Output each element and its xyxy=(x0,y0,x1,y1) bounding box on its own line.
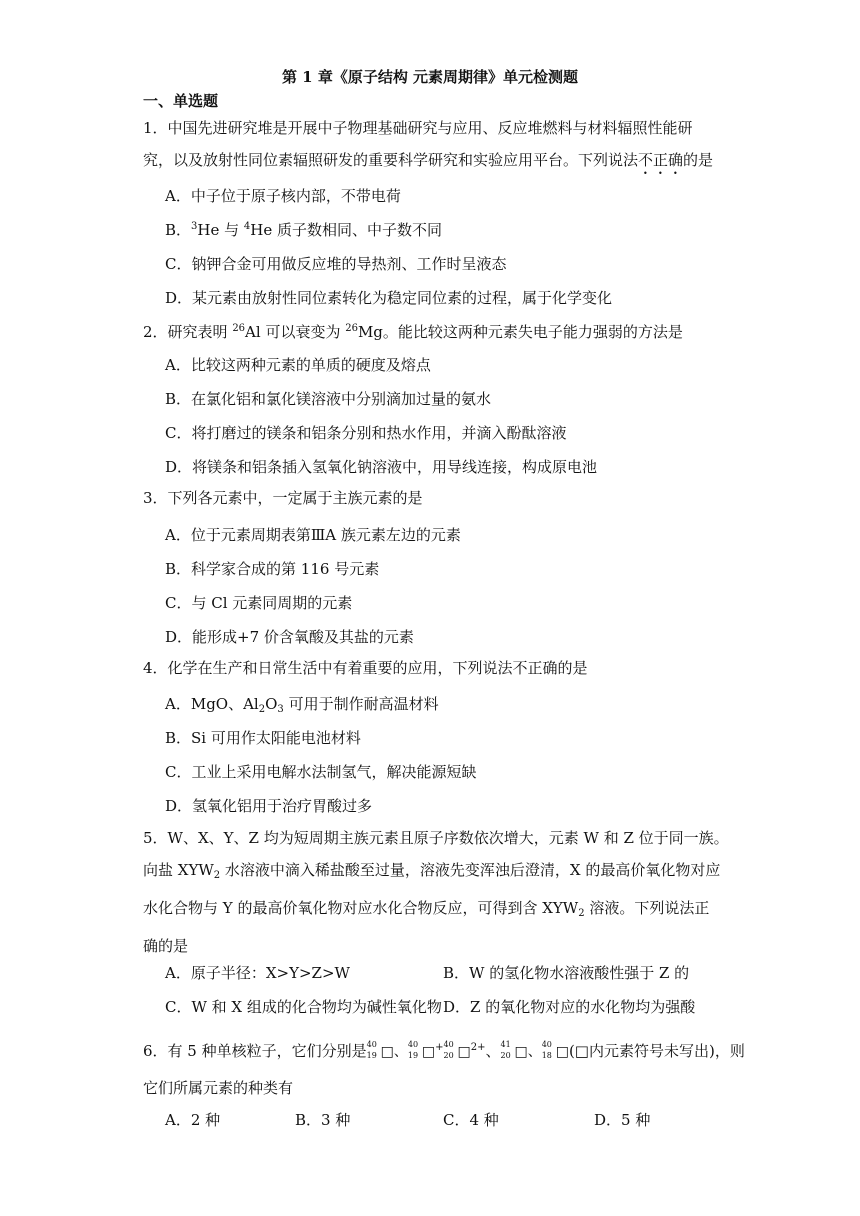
question-4-option-c: C．工业上采用电解水法制氢气，解决能源短缺 xyxy=(165,763,477,781)
question-1-text: 1．中国先进研究堆是开展中子物理基础研究与应用、反应堆燃料与材料辐照性能研究，以及放射性同位素辐照研发的重要科学研究和实验应用平台。下列说法 xyxy=(143,119,693,169)
question-5-line-1: 5．W、X、Y、Z 均为短周期主族元素且原子序数依次增大，元素 W 和 Z 位于同一族。 xyxy=(143,829,729,847)
question-6: 6．有 5 种单核粒子，它们分别是 40 19 □、 40 19 □+ 40 20 □$^{2+}$、 41 20 □、 40 18 □(□内元素符号未写出)，则 xyxy=(143,1040,745,1060)
question-5-option-c: C．W 和 X 组成的化合物均为碱性氧化物 xyxy=(165,998,442,1016)
nuclide-5: 40 18 xyxy=(541,1040,552,1060)
question-2-option-a: A．比较这两种元素的单质的硬度及熔点 xyxy=(165,356,431,374)
question-1-emphasis: 不正确 xyxy=(638,151,684,169)
question-5-line-4: 确的是 xyxy=(143,937,189,955)
page-title: 第 1 章《原子结构 元素周期律》单元检测题 xyxy=(281,68,579,86)
nuclide-4: 41 20 xyxy=(500,1040,511,1060)
question-4-option-a: A．MgO、$Al_2O_3$ 可用于制作耐高温材料 xyxy=(165,695,439,715)
question-4-option-d: D．氢氧化铝用于治疗胃酸过多 xyxy=(165,797,373,815)
question-6-option-c: C．4 种 xyxy=(443,1111,499,1129)
question-5-line-2: 向盐 $XYW_2$ 水溶液中滴入稀盐酸至过量，溶液先变浑浊后澄清，X 的最高价氧化物对应 xyxy=(143,861,721,881)
nuclide-3: 40 20 xyxy=(443,1040,454,1060)
nuclide-2: 40 19 xyxy=(407,1040,419,1060)
question-5 xyxy=(143,822,743,962)
question-5-option-a: A．原子半径：X>Y>Z>W xyxy=(165,964,350,982)
question-6-line-2: 它们所属元素的种类有 xyxy=(143,1079,294,1097)
question-3-option-a: A．位于元素周期表第ⅢA 族元素左边的元素 xyxy=(165,526,461,544)
section-heading: 一、单选题 xyxy=(143,92,219,110)
question-1 xyxy=(143,112,718,178)
question-5-option-d: D．Z 的氧化物对应的水化物均为强酸 xyxy=(443,998,696,1016)
question-2-option-b: B．在氯化铝和氯化镁溶液中分别滴加过量的氨水 xyxy=(165,390,492,408)
question-2: 2．研究表明 $^{26}$Al 可以衰变为 $^{26}$Mg。能比较这两种元素失电子能力强弱的方法是 xyxy=(143,323,683,341)
question-6-option-a: A．2 种 xyxy=(165,1111,221,1129)
question-4-option-b: B．Si 可用作太阳能电池材料 xyxy=(165,729,361,747)
question-1-option-a: A．中子位于原子核内部，不带电荷 xyxy=(165,187,401,205)
question-2-option-d: D．将镁条和铝条插入氢氧化钠溶液中，用导线连接，构成原电池 xyxy=(165,458,598,476)
question-3: 3．下列各元素中，一定属于主族元素的是 xyxy=(143,489,423,507)
question-1-option-c: C．钠钾合金可用做反应堆的导热剂、工作时呈液态 xyxy=(165,255,507,273)
question-3-option-b: B．科学家合成的第 116 号元素 xyxy=(165,560,380,578)
question-6-option-b: B．3 种 xyxy=(295,1111,351,1129)
question-3-option-d: D．能形成+7 价含氧酸及其盐的元素 xyxy=(165,628,414,646)
nuclide-1: 40 19 xyxy=(366,1040,377,1060)
question-5-line-3: 水化合物与 Y 的最高价氧化物对应水化合物反应，可得到含 $XYW_2$ 溶液。下列说法正 xyxy=(143,899,710,919)
question-2-option-c: C．将打磨过的镁条和铝条分别和热水作用，并滴入酚酞溶液 xyxy=(165,424,567,442)
question-4: 4．化学在生产和日常生活中有着重要的应用，下列说法不正确的是 xyxy=(143,659,588,677)
question-3-option-c: C．与 Cl 元素同周期的元素 xyxy=(165,594,353,612)
question-1-option-b: B．$^3$He 与 $^4$He 质子数相同、中子数不同 xyxy=(165,221,443,239)
question-6-option-d: D．5 种 xyxy=(594,1111,651,1129)
question-1-option-d: D．某元素由放射性同位素转化为稳定同位素的过程，属于化学变化 xyxy=(165,289,613,307)
question-5-option-b: B．W 的氢化物水溶液酸性强于 Z 的 xyxy=(443,964,690,982)
question-1-text-end: 的是 xyxy=(683,151,714,169)
